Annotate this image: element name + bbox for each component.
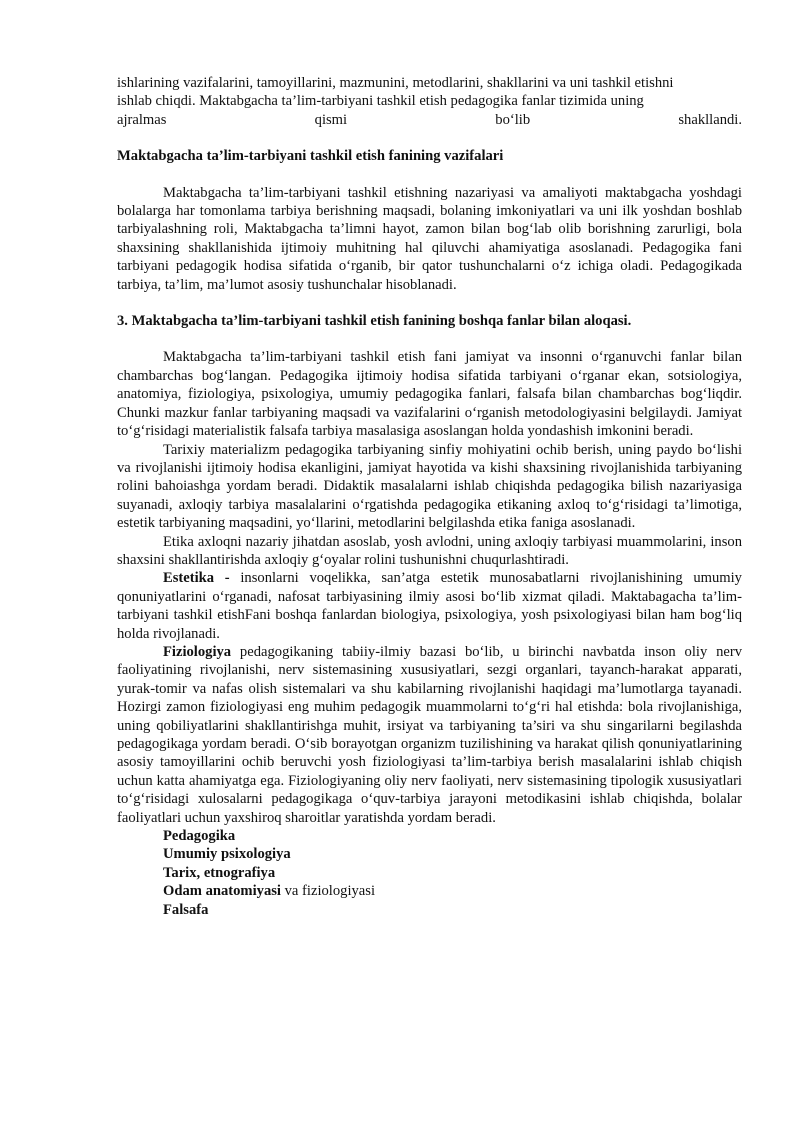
list-item-bold: Odam anatomiyasi bbox=[163, 883, 281, 900]
intro-word: ajralmas bbox=[117, 111, 167, 128]
list-item bbox=[117, 845, 742, 863]
list-item bbox=[117, 864, 742, 882]
paragraph-estetika bbox=[117, 569, 742, 643]
paragraph-fiziologiya bbox=[117, 643, 742, 827]
list-item-text: va fiziologiyasi bbox=[280, 883, 376, 900]
term-fiziologiya: Fiziologiya bbox=[163, 643, 232, 660]
fiziologiya-text: pedagogikaning tabiiy-ilmiy bazasi bo‘lib, u birinchi navbatda inson oliy nerv faoliyatining rivojlanishi, nerv sistemasining xususiyatlari, sezgi organlari, tayanch-harakat apparati, yurak-tomir va nafas olish sistemalari va shu kabilarning rivojlanishi haqidagi ma’lumotlarga tayanadi. Hozirgi zamon fiziologiyasi eng muhim pedagogik muammolarni to‘g‘ri hal etishda: bola rivojlanishiga, uning qobiliyatlarini shakllantirishga muhit, irsiyat va tarbiyaning ta’siri va shu singarilarni begilashda pedagogikaga yordam beradi. O‘sib borayotgan organizm tuzilishining va harakat qilish qonuniyatlarining asosiy tamoyillarini ochib beruvchi yosh fiziologiyasi ta’lim-tarbiya berish masalalarini ishlab chiqish uchun katta ahamiyatga ega. Fiziologiyaning oliy nerv faoliyati, nerv sistemasining tipologik xususiyatlari to‘g‘risidagi xulosalarni pedagogikaga o‘quv-tarbiya jarayoni metodikasini ishlab chiqishda, bolalar faoliyatlari uchun yaxshiroq sharoitlar yaratishda yordam beradi. bbox=[117, 643, 742, 826]
paragraph-fanlar-aloqasi: Maktabgacha ta’lim-tarbiyani tashkil etish fani jamiyat va insonni o‘rganuvchi fanlar bilan chambarchas bog‘langan. Pedagogika ijtimoiy hodisa sifatida tarbiyani o‘rganar ekan, sotsiologiya, anatomiya, fiziologiya, psixologiya, umumiy pedagogika fanlari, falsafa bilan chambarchas bog‘liqdir. Chunki mazkur fanlar tarbiyaning maqsadi va vazifalarini o‘rganish metodologiyasini belgilaydi. Jamiyat to‘g‘risidagi materialistik falsafa tarbiya masalasiga asoslangan holda yondashish imkonini beradi. bbox=[117, 349, 742, 440]
intro-word: shakllandi. bbox=[678, 111, 742, 128]
estetika-text: insonlarni voqelikka, san’atga estetik munosabatlarni rivojlanishining umumiy qonuniyatlarini o‘rganadi, nafosat tarbiyasining ilmiy asosi bo‘lib xizmat qiladi. Maktabagacha ta’lim-tarbiyani tashkil etishFani boshqa fanlardan biologiya, psixologiya, yosh psixologiyasi bilan ham bog‘liq holda rivojlanadi. bbox=[117, 570, 742, 642]
related-sciences-list bbox=[117, 827, 742, 919]
paragraph-etika: Etika axloqni nazariy jihatdan asoslab, yosh avlodni, uning axloqiy tarbiyasi muammolarini, inson shaxsini shakllantirishda axloqiy g‘oyalar rolini tushunishni chuqurlashtiradi. bbox=[117, 533, 742, 568]
section-heading-aloqasi: 3. Maktabgacha ta’lim-tarbiyani tashkil etish fanining boshqa fanlar bilan aloqasi. bbox=[117, 313, 632, 330]
intro-line-2: ishlab chiqdi. Maktabgacha ta’lim-tarbiyani tashkil etish pedagogika fanlar tizimida uning bbox=[117, 93, 644, 110]
intro-word: bo‘lib bbox=[495, 111, 531, 128]
paragraph-tarixiy-materializm: Tarixiy materializm pedagogika tarbiyaning sinfiy mohiyatini ochib berish, uning paydo bo‘lishi va rivojlanishi ijtimoiy hodisa ekanligini, jamiyat hayotida va kishi shaxsining rivojlanishida tarbiyaning rolini bahoiashga yordam beradi. Didaktik masalalarni ishlab chiqishda pedagogika bilish nazariyasiga suyanadi, axloqiy tarbiya masalalarini o‘rgatishda pedagogika etikaning axloq to‘g‘risidagi ta’limotiga, estetik tarbiyaning maqsadini, yo‘llarini, metodlarini belgilashda etika faniga asoslanadi. bbox=[117, 441, 742, 532]
intro-word: qismi bbox=[314, 111, 348, 128]
list-item bbox=[117, 882, 742, 900]
paragraph-vazifalari: Maktabgacha ta’lim-tarbiyani tashkil etishning nazariyasi va amaliyoti maktabgacha yoshdagi bolalarga har tomonlama tarbiya berishning maqsadi, bolaning imkoniyatlari va uni ilk yoshdan boshlab tarbiyalashning roli, Maktabgacha ta’limni hayot, zamon bilan bog‘lab olib borishning zarurligi, bola shaxsining shakllanishida ijtimoiy muhitning hal qiluvchi ahamiyatiga asoslanadi. Pedagogika fani tarbiyani pedagogik hodisa sifatida o‘rganib, bir qator tushunchalarni o‘z ichiga oladi. Pedagogikada tarbiya, ta’lim, ma’lumot asosiy tushunchalar hisoblanadi. bbox=[117, 184, 742, 293]
list-item-bold: Tarix, etnografiya bbox=[163, 864, 276, 881]
document-page bbox=[117, 74, 742, 919]
intro-line-1: ishlarining vazifalarini, tamoyillarini, mazmunini, metodlarini, shakllarini va uni tashkil etishni bbox=[117, 75, 674, 91]
list-item-bold: Umumiy psixologiya bbox=[163, 846, 291, 863]
list-item bbox=[117, 827, 742, 845]
list-item-bold: Falsafa bbox=[163, 901, 209, 918]
list-item bbox=[117, 901, 742, 919]
list-item-bold: Pedagogika bbox=[163, 828, 236, 845]
section-heading-vazifalari: Maktabgacha ta’lim-tarbiyani tashkil etish fanining vazifalari bbox=[117, 148, 504, 165]
intro-line-3 bbox=[117, 111, 742, 129]
term-estetika: Estetika - bbox=[163, 570, 230, 587]
